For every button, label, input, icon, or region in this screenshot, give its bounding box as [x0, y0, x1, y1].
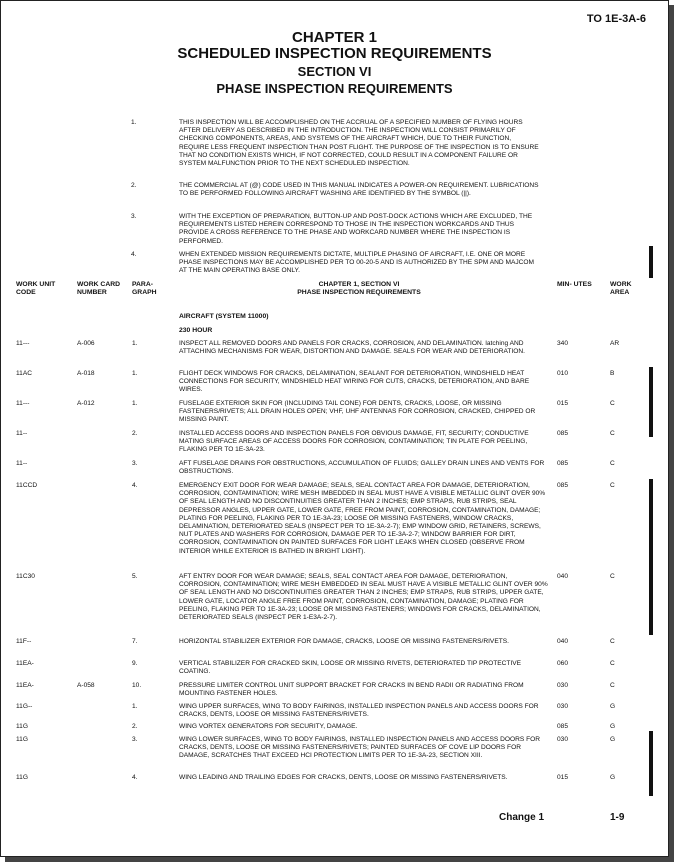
cell-desc: FLIGHT DECK WINDOWS FOR CRACKS, DELAMINATION, SEALANT FOR DETERIORATION, WINDSHIELD HEAT CONNECTIONS FOR SECURITY, WINDSHIELD HEAT WIRING FOR CUTS, CRACKS, DETERIORATION, AND BARE WIRES.	[179, 370, 530, 394]
cell-code: 11---	[16, 340, 30, 347]
cell-minutes: 015	[557, 774, 569, 781]
cell-area: C	[610, 430, 615, 437]
cell-para: 4.	[132, 774, 138, 781]
cell-desc: AFT FUSELAGE DRAINS FOR OBSTRUCTIONS, ACCUMULATION OF FLUIDS; GALLEY DRAIN LINES AND VENTS FOR OBSTRUCTIONS.	[179, 460, 545, 476]
cell-desc: HORIZONTAL STABILIZER EXTERIOR FOR DAMAGE, CRACKS, LOOSE OR MISSING FASTENERS/RIVETS.	[179, 638, 509, 645]
cell-area: C	[610, 460, 615, 467]
cell-minutes: 060	[557, 660, 569, 667]
cell-desc: FUSELAGE EXTERIOR SKIN FOR (INCLUDING TAIL CONE) FOR DENTS, CRACKS, LOOSE, OR MISSING FASTENERS/RIVETS; ALL DRAIN HOLES OPEN; VHF, UHF ANTENNAS FOR CORROSION, CRACKED, CHIPPED OR MISSING PAINT.	[179, 400, 536, 424]
cell-area: B	[610, 370, 615, 377]
cell-desc: WING UPPER SURFACES, WING TO BODY FAIRINGS, INSTALLED INSPECTION PANELS AND ACCESS DOORS FOR CRACKS, DENTS, LOOSE OR MISSING FASTENERS/RIVETS.	[179, 703, 539, 719]
cell-code: 11EA-	[16, 660, 34, 667]
header-title	[179, 281, 539, 297]
cell-code: 11G	[16, 736, 28, 743]
change-number: Change 1	[499, 812, 545, 823]
change-bar	[649, 367, 653, 437]
cell-card: A-006	[77, 340, 95, 347]
cell-para: 1.	[132, 370, 138, 377]
cell-code: 11---	[16, 400, 30, 407]
cell-minutes: 040	[557, 573, 569, 580]
cell-area: G	[610, 723, 616, 730]
cell-para: 1.	[132, 703, 138, 710]
cell-card: A-018	[77, 370, 95, 377]
cell-minutes: 010	[557, 370, 569, 377]
header-work-area: WORK AREA	[610, 281, 632, 296]
cell-para: 2.	[132, 723, 138, 730]
cell-code: 11AC	[16, 370, 33, 377]
cell-code: 11--	[16, 460, 28, 467]
cell-minutes: 340	[557, 340, 569, 347]
cell-area: C	[610, 573, 615, 580]
cell-minutes: 085	[557, 430, 569, 437]
intro-number: 3.	[131, 213, 137, 220]
intro-text: WHEN EXTENDED MISSION REQUIREMENTS DICTATE, MULTIPLE PHASING OF AIRCRAFT, I.E. ONE OR MORE PHASE INSPECTIONS MAY BE ACCOMPLISHED PER TO 00-20-5 AND IS AUTHORIZED BY THE SPM AND MAJCOM AT THE MAIN OPERATING BASE ONLY.	[179, 251, 535, 275]
cell-area: AR	[610, 340, 620, 347]
cell-desc: VERTICAL STABILIZER FOR CRACKED SKIN, LOOSE OR MISSING RIVETS, DETERIORATED TIP PROTECTIVE COATING.	[179, 660, 522, 676]
cell-card: A-012	[77, 400, 95, 407]
cell-desc: WING LOWER SURFACES, WING TO BODY FAIRINGS, INSTALLED INSPECTION PANELS AND ACCESS DOORS FOR CRACKS, DENTS, LOOSE OR MISSING FASTENERS/RIVETS; PAINTED SURFACES OF COVE LIP DOORS FOR DAMAGE, SCRATCHES THAT EXCEED HCI PROTECTION LIMITS PER TO 1E-3A-23, SECTION XIII.	[179, 736, 541, 760]
change-bar	[649, 479, 653, 635]
cell-desc: INSTALLED ACCESS DOORS AND INSPECTION PANELS FOR OBVIOUS DAMAGE, FIT, SECURITY; CONDUCTIVE MATING SURFACE AREAS OF ACCESS DOORS FOR CORROSION, CONTAMINATION; TIN PLATE FOR PEELING, FLAKING PER TO 1E-3A-23.	[179, 430, 529, 454]
cell-desc: PRESSURE LIMITER CONTROL UNIT SUPPORT BRACKET FOR CRACKS IN BEND RADII OR RADIATING FROM MOUNTING FASTENER HOLES.	[179, 682, 524, 698]
cell-area: C	[610, 400, 615, 407]
cell-desc: AFT ENTRY DOOR FOR WEAR DAMAGE; SEALS, SEAL CONTACT AREA FOR DAMAGE, DETERIORATION, CORROSION, CONTAMINATION; WIRE MESH EMBEDDED IN SEAL MUST HAVE A VISIBLE METALLIC GLINT OVER 90% OF SEAL LENGTH AND NO DISCONTINUITIES GREATER THAN 2 INCHES; EMP STRAPS, RUB STRIPS, UPPER GATE, LOWER GATE, LOCATOR ANGLE FREE FROM PAINT, CORROSION, CONTAMINATION, DAMAGE; PLATING FOR PEELING, FLAKING PER TO 1E-3A-23; LOOSE OR MISSING FASTENERS; WINDOWS FOR CRACKS, DELAMINATION, DETERIORATED SEALS (INSPECT PER 1-E3A-2-7).	[179, 573, 548, 622]
header-work-card-number: WORK CARD NUMBER	[77, 281, 121, 296]
cell-minutes: 085	[557, 460, 569, 467]
header-work-unit-code: WORK UNIT CODE	[16, 281, 56, 296]
cell-area: C	[610, 682, 615, 689]
change-bar	[649, 246, 653, 278]
header-paragraph: PARA- GRAPH	[132, 281, 157, 296]
section-title: PHASE INSPECTION REQUIREMENTS	[216, 81, 453, 96]
cell-area: C	[610, 482, 615, 489]
cell-code: 11CCD	[16, 482, 38, 489]
intro-number: 4.	[131, 251, 137, 258]
cell-para: 7.	[132, 638, 138, 645]
intro-text: THIS INSPECTION WILL BE ACCOMPLISHED ON THE ACCRUAL OF A SPECIFIED NUMBER OF FLYING HOURS AFTER DELIVERY AS DESCRIBED IN THE INTRODUCTION. THE INSPECTION WILL CONSIST PRIMARILY OF CHECKING COMPONENTS, AREAS, AND SYSTEMS OF THE AIRCRAFT WHICH, DUE TO THEIR FUNCTION, REQUIRE LESS FREQUENT INSPECTION THAN POST FLIGHT. THE PURPOSE OF THE INSPECTION IS TO ENSURE THAT NO CONDITION EXISTS WHICH, IF NOT CORRECTED, COULD RESULT IN A COMPONENT FAILURE OR SYSTEM MALFUNCTION PRIOR TO THE NEXT SCHEDULED INSPECTION.	[179, 119, 539, 168]
cell-para: 10.	[132, 682, 142, 689]
cell-code: 11C30	[16, 573, 35, 580]
cell-area: G	[610, 736, 616, 743]
cell-area: C	[610, 638, 615, 645]
cell-area: C	[610, 660, 615, 667]
cell-area: G	[610, 774, 616, 781]
cell-desc: INSPECT ALL REMOVED DOORS AND PANELS FOR CRACKS, CORROSION, AND DELAMINATION. latching AND ATTACHING MECHANISMS FOR WEAR, DISTORTION AND DAMAGE. SEALS FOR WEAR AND DETERIORATION.	[179, 340, 525, 356]
header-title-line1: CHAPTER 1, SECTION VI	[318, 281, 400, 288]
header-minutes: MIN- UTES	[557, 281, 592, 288]
intro-text: WITH THE EXCEPTION OF PREPARATION, BUTTON-UP AND POST-DOCK ACTIONS WHICH ARE EXCLUDED, THE REQUIREMENTS LISTED HEREIN CORRESPOND TO THOSE IN THE INSPECTION WORKCARDS AND THUS PROVIDE A CROSS REFERENCE TO THE PHASE AND WORKCARD NUMBER WHERE THE INSPECTION IS PERFORMED.	[179, 213, 533, 245]
cell-code: 11G	[16, 723, 28, 730]
cell-code: 11G--	[16, 703, 33, 710]
cell-para: 9.	[132, 660, 138, 667]
cell-code: 11G	[16, 774, 28, 781]
cell-area: G	[610, 703, 616, 710]
cell-minutes: 030	[557, 736, 569, 743]
cell-para: 2.	[132, 430, 138, 437]
cell-para: 1.	[132, 400, 138, 407]
cell-minutes: 085	[557, 482, 569, 489]
cell-code: 11EA-	[16, 682, 34, 689]
cell-code: 11--	[16, 430, 28, 437]
interval-heading: 230 HOUR	[179, 327, 213, 334]
cell-minutes: 085	[557, 723, 569, 730]
cell-para: 5.	[132, 573, 138, 580]
cell-card: A-058	[77, 682, 95, 689]
header-title-line2: PHASE INSPECTION REQUIREMENTS	[297, 289, 421, 296]
section-number: SECTION VI	[297, 64, 372, 79]
intro-text: THE COMMERCIAL AT (@) CODE USED IN THIS MANUAL INDICATES A POWER-ON REQUIREMENT. LUBRICATIONS TO BE PERFORMED FOLLOWING AIRCRAFT WASHING ARE IDENTIFIED BY THE SYMBOL (||).	[179, 182, 539, 198]
cell-minutes: 030	[557, 682, 569, 689]
intro-number: 2.	[131, 182, 137, 189]
system-heading: AIRCRAFT (SYSTEM 11000)	[179, 313, 269, 320]
cell-minutes: 030	[557, 703, 569, 710]
cell-desc: WING VORTEX GENERATORS FOR SECURITY, DAMAGE.	[179, 723, 358, 730]
cell-para: 3.	[132, 460, 138, 467]
chapter-number: CHAPTER 1	[291, 29, 377, 46]
cell-para: 1.	[132, 340, 138, 347]
cell-minutes: 015	[557, 400, 569, 407]
change-bar	[649, 731, 653, 796]
cell-code: 11F--	[16, 638, 32, 645]
cell-desc: EMERGENCY EXIT DOOR FOR WEAR DAMAGE; SEALS, SEAL CONTACT AREA FOR DAMAGE, DETERIORATION, CORROSION, CONTAMINATION; WIRE MESH IMBEDDED IN SEAL MUST HAVE A VISIBLE METALLIC GLINT OVER 90% OF SEAL LENGTH AND NO DISCONTINUITIES GREATER THAN 2 INCHES; EMP STRAPS, RUB STRIPS, SEAL DEPRESSOR ANGLES, UPPER GATE, LOWER GATE, FREE FROM PAINT, CORROSION, CONTAMINATION, DAMAGE; PLATING FOR PEELING, FLAKING PER TO 1E-3A-23; LOOSE OR MISSING FASTENERS, WINDOW CRACKS, DELAMINATION, DETERIORATED SEALS (INSPECT PER TO 1E-3A-2-7); EMP WINDOW GRID, RETAINERS, SCREWS, NUT PLATES AND WASHERS FOR CORROSION, DAMAGE PER TO 1E-3A-2-7; WINDOW BARRIER FOR DIRT, CORROSION, CONTAMINATION ON PAINTED SURFACES FOR LIGHT LEAKS WHEN CLOSED (OBSERVE FROM INTERIOR WHILE EXTERIOR IS BATHED IN BRIGHT LIGHT).	[179, 482, 546, 555]
cell-para: 4.	[132, 482, 138, 489]
cell-desc: WING LEADING AND TRAILING EDGES FOR CRACKS, DENTS, LOOSE OR MISSING FASTENERS/RIVETS.	[179, 774, 508, 781]
cell-minutes: 040	[557, 638, 569, 645]
intro-number: 1.	[131, 119, 137, 126]
page-number: 1-9	[610, 812, 625, 823]
chapter-title: SCHEDULED INSPECTION REQUIREMENTS	[177, 45, 492, 62]
tech-order-number: TO 1E-3A-6	[586, 13, 646, 25]
cell-para: 3.	[132, 736, 138, 743]
